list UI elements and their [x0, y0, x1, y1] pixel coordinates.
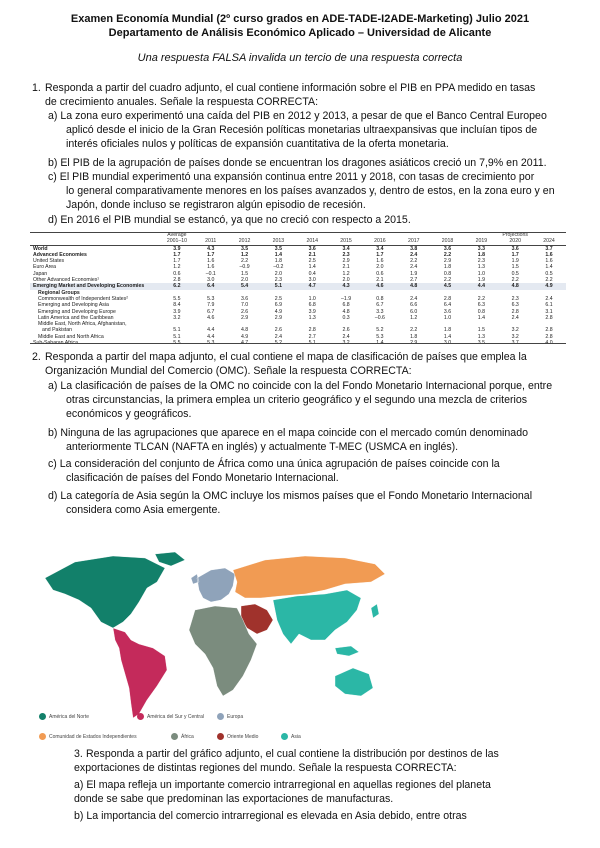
q3-option-b-line1: b) La importancia del comercio intrarregional es elevada en Asia debido, entre otras: [74, 810, 467, 822]
table-cell: 2.5: [308, 258, 316, 265]
table-cell: 1.4: [274, 251, 282, 258]
year-header-2012: 2012: [238, 238, 251, 245]
q3-number: 3.: [74, 748, 83, 760]
row-label: United States: [33, 258, 65, 265]
q1-stem-line2: de crecimiento anuales. Señale la respuesta CORRECTA:: [45, 96, 319, 108]
q2-stem-line1: Responda a partir del mapa adjunto, el cual contiene el mapa de clasificación de países que emplea la: [45, 351, 527, 363]
row-label: Middle East, North Africa, Afghanistan,: [38, 321, 127, 328]
table-cell: 2.4: [511, 314, 519, 321]
table-cell: 2.7: [410, 277, 418, 284]
year-header-2019: 2019: [475, 238, 488, 245]
row-label: World: [33, 245, 48, 252]
table-cell: 3.9: [173, 245, 181, 252]
row-label: Euro Area: [33, 264, 57, 271]
table-cell: –0.1: [205, 270, 216, 277]
table-cell: 2.2: [240, 258, 249, 265]
table-cell: 3.9: [173, 308, 181, 315]
exam-note: Una respuesta FALSA invalida un tercio de una respuesta correcta: [137, 52, 463, 64]
table-cell: 5.3: [207, 295, 215, 302]
table-cell: 6.6: [410, 302, 418, 309]
table-cell: 1.7: [511, 251, 519, 258]
table-cell: 2.4: [410, 295, 418, 302]
table-cell: 3.6: [443, 308, 452, 315]
table-cell: 5.2: [274, 340, 282, 347]
table-cell: 3.7: [545, 245, 553, 252]
table-cell: 2.1: [308, 251, 316, 258]
table-cell: 1.5: [477, 327, 485, 334]
table-cell: 2.0: [376, 264, 384, 271]
table-cell: 2.4: [410, 264, 418, 271]
table-cell: 2.9: [274, 314, 282, 321]
q2-number: 2.: [32, 351, 41, 363]
table-cell: 6.2: [173, 283, 181, 290]
year-header-2011: 2011: [205, 238, 217, 245]
q1-number: 1.: [32, 82, 41, 94]
table-cell: 4.0: [545, 340, 553, 347]
table-cell: 1.3: [477, 264, 485, 271]
table-cell: 4.6: [207, 314, 215, 321]
legend-swatch-cis: [39, 733, 46, 740]
table-cell: 4.8: [342, 308, 350, 315]
table-cell: 3.0: [443, 340, 452, 347]
table-cell: 3.6: [511, 245, 519, 252]
table-cell: 1.6: [545, 258, 553, 265]
table-cell: 2.4: [342, 333, 350, 340]
q2-stem-line2: Organización Mundial del Comercio (OMC). Señale la respuesta CORRECTA:: [45, 365, 412, 377]
table-cell: 2.2: [410, 327, 418, 334]
table-cell: 3.4: [376, 245, 384, 252]
table-cell: 3.5: [477, 340, 485, 347]
table-cell: 0.6: [376, 270, 384, 277]
region-europe: [191, 568, 235, 602]
projections-header: Projections: [502, 232, 529, 238]
table-cell: 3.8: [410, 245, 418, 252]
legend-label-africa: África: [181, 733, 194, 740]
table-cell: 6.3: [511, 302, 519, 309]
table-cell: 1.5: [240, 270, 249, 277]
table-cell: 1.2: [173, 264, 181, 271]
table-cell: 3.2: [342, 340, 350, 347]
table-cell: 1.5: [511, 264, 519, 271]
table-cell: 2.6: [240, 308, 249, 315]
legend-swatch-africa: [171, 733, 178, 740]
row-label: Sub-Saharan Africa: [33, 340, 78, 347]
q3-option-a-line1: a) El mapa refleja un importante comercio intrarregional en aquellas regiones del planeta: [74, 779, 491, 791]
table-cell: 3.6: [240, 295, 249, 302]
table-cell: 0.5: [511, 270, 519, 277]
q1-option-c-line3: Japón, donde incluso se registraron algún episodio de recesión.: [66, 199, 366, 211]
table-cell: 4.4: [477, 283, 485, 290]
table-cell: 0.8: [443, 270, 452, 277]
legend-swatch-asia: [281, 733, 288, 740]
region-cis: [233, 556, 385, 598]
table-cell: 1.3: [308, 314, 316, 321]
legend-label-north-america: América del Norte: [49, 713, 90, 720]
table-cell: 1.6: [207, 258, 215, 265]
legend-label-cis: Comunidad de Estados Independientes: [49, 733, 137, 740]
table-cell: 6.0: [410, 308, 418, 315]
table-cell: 0.8: [376, 295, 384, 302]
row-label: Emerging and Developing Europe: [38, 308, 116, 315]
table-cell: 2.2: [443, 277, 452, 284]
table-cell: 1.4: [443, 333, 452, 340]
year-header-2017: 2017: [407, 238, 420, 245]
q1-option-a-line3: interés oficiales nulos y políticas de expansión cuantitativa de la oferta monetaria.: [66, 138, 449, 150]
year-header-2016: 2016: [374, 238, 386, 245]
table-cell: 7.0: [240, 302, 249, 309]
table-cell: 2.4: [545, 295, 553, 302]
table-cell: 2.3: [477, 258, 485, 265]
table-cell: 1.8: [443, 264, 452, 271]
table-cell: 1.4: [545, 264, 553, 271]
table-cell: 5.5: [173, 340, 181, 347]
table-cell: 2.5: [274, 295, 282, 302]
table-cell: 2.1: [376, 277, 384, 284]
legend-swatch-europe: [217, 713, 224, 720]
table-cell: 6.4: [207, 283, 215, 290]
legend-item-middle-east: [217, 733, 258, 740]
exam-title: Examen Economía Mundial (2º curso grados en ADE-TADE-I2ADE-Marketing) Julio 2021: [70, 13, 530, 25]
table-cell: 1.4: [376, 340, 384, 347]
legend-item-asia: [281, 733, 301, 740]
table-cell: 1.8: [477, 251, 485, 258]
table-cell: 6.3: [477, 302, 485, 309]
avg-header: 2001–10: [166, 238, 188, 245]
table-cell: 2.9: [342, 258, 350, 265]
table-cell: 0.4: [308, 270, 316, 277]
table-cell: 3.3: [477, 245, 485, 252]
q2-option-b-line2: anteriormente TLCAN (NAFTA en inglés) y actualmente T-MEC (USMCA en inglés).: [66, 441, 459, 453]
table-cell: 2.8: [545, 327, 553, 334]
q3-stem-line1: Responda a partir del gráfico adjunto, el cual contiene la distribución por destinos de las: [86, 748, 499, 760]
row-label: Regional Groups: [38, 289, 80, 296]
table-cell: 3.3: [376, 308, 384, 315]
table-cell: 2.3: [511, 295, 519, 302]
table-cell: –0.9: [239, 264, 250, 271]
table-cell: 1.8: [410, 333, 418, 340]
table-cell: 2.2: [545, 277, 553, 284]
table-cell: 5.3: [207, 340, 215, 347]
table-cell: 1.4: [477, 314, 485, 321]
table-cell: 1.7: [173, 251, 181, 258]
region-north-america: [45, 552, 185, 628]
q2-option-b-line1: b) Ninguna de las agrupaciones que aparece en el mapa coincide con el mercado común denominado: [48, 427, 528, 439]
legend-item-north-america: [39, 713, 89, 720]
table-cell: 5.1: [173, 327, 181, 334]
row-label: Emerging and Developing Asia: [38, 302, 109, 309]
legend-swatch-middle-east: [217, 733, 224, 740]
table-cell: 3.2: [173, 314, 181, 321]
table-cell: 3.7: [511, 340, 519, 347]
year-header-2014: 2014: [306, 238, 318, 245]
legend-swatch-south-america: [137, 713, 144, 720]
table-cell: 4.6: [376, 283, 384, 290]
q2-option-c-line2: clasificación de países del Fondo Monetario Internacional.: [66, 472, 339, 484]
table-cell: –0.6: [374, 314, 385, 321]
department-title: Departamento de Análisis Económico Aplicado – Universidad de Alicante: [108, 27, 492, 39]
table-cell: 2.9: [240, 314, 249, 321]
table-cell: 4.8: [410, 283, 418, 290]
table-cell: 3.0: [207, 277, 215, 284]
table-cell: 2.3: [342, 251, 350, 258]
table-cell: 5.4: [240, 283, 249, 290]
row-label: Advanced Economies: [33, 251, 87, 258]
table-cell: 6.7: [376, 302, 384, 309]
table-cell: 6.9: [274, 302, 282, 309]
table-cell: 4.3: [342, 283, 350, 290]
table-cell: 0.8: [477, 308, 485, 315]
avg-header-top: Average: [167, 232, 187, 238]
table-cell: 1.9: [410, 270, 418, 277]
q2-option-a-line1: a) La clasificación de países de la OMC no coincide con la del Fondo Monetario Internacional porque, entre: [48, 380, 553, 392]
table-cell: 1.2: [240, 251, 249, 258]
legend-item-south-america: [137, 713, 204, 720]
table-cell: 8.4: [173, 302, 181, 309]
table-cell: 4.8: [511, 283, 519, 290]
table-cell: 2.4: [274, 333, 282, 340]
table-cell: 2.2: [477, 295, 485, 302]
table-cell: 4.8: [240, 327, 249, 334]
table-cell: 1.6: [376, 258, 384, 265]
table-cell: 2.2: [443, 251, 452, 258]
legend-swatch-north-america: [39, 713, 46, 720]
table-cell: 2.9: [410, 340, 418, 347]
table-cell: 3.2: [511, 327, 519, 334]
q2-option-d-line2: considera como Asia emergente.: [66, 504, 221, 516]
year-header-2018: 2018: [441, 238, 454, 245]
table-cell: 2.0: [274, 270, 282, 277]
row-label: Latin America and the Caribbean: [38, 314, 114, 321]
table-cell: 1.2: [342, 270, 350, 277]
q3-option-a-line2: donde se sabe que predominan las exportaciones de manufacturas.: [74, 793, 394, 805]
table-cell: 2.3: [274, 277, 282, 284]
table-cell: 2.6: [342, 327, 350, 334]
q2-option-a-line2: otras circunstancias, la primera emplea un criterio geográfico y el segundo una mezcla de criterios: [66, 394, 528, 406]
table-cell: 7.9: [207, 302, 215, 309]
table-cell: 5.2: [376, 327, 384, 334]
table-cell: 3.4: [342, 245, 350, 252]
table-cell: 1.0: [443, 314, 452, 321]
q2-option-c-line1: c) La consideración del conjunto de África como una única agrupación de países coincide con la: [48, 458, 500, 470]
row-label: Emerging Market and Developing Economies: [33, 283, 145, 290]
table-cell: 2.4: [410, 251, 418, 258]
region-south-america: [113, 628, 167, 718]
table-cell: 4.9: [545, 283, 553, 290]
q1-stem-line1: Responda a partir del cuadro adjunto, el cual contiene información sobre el PIB en PPA medido en tasas: [45, 82, 536, 94]
table-cell: 5.5: [173, 295, 181, 302]
table-cell: 6.8: [342, 302, 350, 309]
table-cell: 1.9: [477, 277, 485, 284]
table-cell: 2.8: [443, 295, 452, 302]
table-cell: –0.2: [273, 264, 284, 271]
table-cell: 4.9: [274, 308, 282, 315]
table-cell: 2.6: [274, 327, 282, 334]
table-cell: 3.5: [274, 245, 282, 252]
q1-option-c-line2: lo general comparativamente menores en los países avanzados y, dentro de estos, en la zona euro y en: [66, 185, 555, 197]
table-cell: 4.3: [207, 245, 215, 252]
table-cell: 1.0: [477, 270, 485, 277]
table-cell: 2.8: [308, 327, 316, 334]
table-cell: 1.8: [274, 258, 282, 265]
table-cell: 3.6: [443, 245, 452, 252]
table-cell: 1.7: [376, 251, 384, 258]
table-cell: 6.1: [545, 302, 553, 309]
year-header-2020: 2020: [509, 238, 521, 245]
legend-item-cis: [39, 733, 137, 740]
legend-label-asia: Asia: [291, 733, 301, 740]
legend-label-middle-east: Oriente Medio: [227, 733, 259, 740]
year-header-2024: 2024: [543, 238, 555, 245]
table-cell: 4.4: [207, 333, 215, 340]
table-cell: 4.7: [308, 283, 316, 290]
row-label: Commonwealth of Independent States²: [38, 295, 128, 302]
table-cell: 2.9: [443, 258, 452, 265]
table-cell: 2.8: [173, 277, 181, 284]
year-header-2013: 2013: [272, 238, 285, 245]
q2-option-a-line3: económicos y geográficos.: [66, 408, 192, 420]
table-cell: 5.1: [308, 340, 316, 347]
table-cell: 6.8: [308, 302, 316, 309]
q2-option-d-line1: d) La categoría de Asia según la OMC incluye los mismos países que el Fondo Monetario Internacional: [48, 490, 533, 502]
table-cell: 1.6: [545, 251, 553, 258]
table-cell: 2.2: [410, 258, 418, 265]
table-cell: 3.9: [308, 308, 316, 315]
table-cell: 2.8: [545, 314, 553, 321]
table-cell: 2.2: [511, 277, 519, 284]
table-cell: 1.6: [207, 264, 215, 271]
table-cell: 1.4: [308, 264, 316, 271]
table-cell: 3.5: [240, 245, 249, 252]
wto-regions-world-map: [35, 548, 395, 728]
q1-option-b: b) El PIB de la agrupación de países donde se encuentran los dragones asiáticos creció un 7,9% en 2011.: [48, 157, 547, 169]
legend-item-europe: [217, 713, 243, 720]
table-cell: 3.2: [511, 333, 519, 340]
table-cell: 4.7: [240, 340, 249, 347]
map-legend: [35, 713, 395, 745]
table-cell: 4.5: [443, 283, 452, 290]
q1-option-a-line1: a) La zona euro experimentó una caída del PIB en 2012 y 2013, a pesar de que el Banco Central Europeo: [48, 110, 547, 122]
region-asia: [273, 590, 379, 696]
table-cell: 0.6: [173, 270, 181, 277]
table-cell: 1.7: [173, 258, 181, 265]
table-cell: 0.5: [545, 270, 553, 277]
table-cell: 1.8: [443, 327, 452, 334]
table-cell: 1.9: [511, 258, 519, 265]
table-cell: 3.1: [545, 308, 553, 315]
table-cell: 2.1: [342, 264, 350, 271]
table-cell: 2.0: [240, 277, 249, 284]
q1-option-d: d) En 2016 el PIB mundial se estancó, ya que no creció con respecto a 2015.: [48, 214, 411, 226]
year-header-2015: 2015: [340, 238, 352, 245]
table-cell: 2.8: [511, 308, 519, 315]
table-cell: 5.1: [274, 283, 282, 290]
table-cell: 3.6: [308, 245, 316, 252]
table-cell: 4.4: [207, 327, 215, 334]
table-cell: 2.7: [308, 333, 316, 340]
table-cell: 4.9: [240, 333, 249, 340]
gdp-growth-table: [30, 232, 566, 347]
table-cell: 3.0: [308, 277, 316, 284]
row-label: Japan: [33, 270, 48, 277]
table-cell: 2.8: [545, 333, 553, 340]
legend-label-south-america: América del Sur y Central: [147, 713, 204, 720]
q1-option-c-line1: c) El PIB mundial experimentó una expansión continua entre 2011 y 2018, con tasas de crecimiento por: [48, 171, 535, 183]
table-cell: 5.1: [173, 333, 181, 340]
row-label: and Pakistan: [42, 327, 72, 334]
table-cell: 1.0: [308, 295, 316, 302]
table-cell: 6.7: [207, 308, 215, 315]
table-cell: –1.9: [341, 295, 352, 302]
table-cell: 6.4: [443, 302, 452, 309]
table-cell: 1.2: [410, 314, 418, 321]
table-cell: 1.3: [477, 333, 485, 340]
q1-option-a-line2: aplicó desde el inicio de la Gran Recesión políticas monetarias ultraexpansivas que incluían tipos de: [66, 124, 538, 136]
table-cell: 0.3: [342, 314, 350, 321]
legend-item-africa: [171, 733, 194, 740]
legend-label-europe: Europa: [227, 713, 244, 720]
row-label: Middle East and North Africa: [38, 333, 104, 340]
row-label: Other Advanced Economies¹: [33, 277, 100, 284]
table-cell: 2.0: [342, 277, 350, 284]
q3-stem-line2: exportaciones de distintas regiones del mundo. Señale la respuesta CORRECTA:: [74, 762, 457, 774]
table-cell: 1.7: [207, 251, 215, 258]
table-cell: 5.3: [376, 333, 384, 340]
